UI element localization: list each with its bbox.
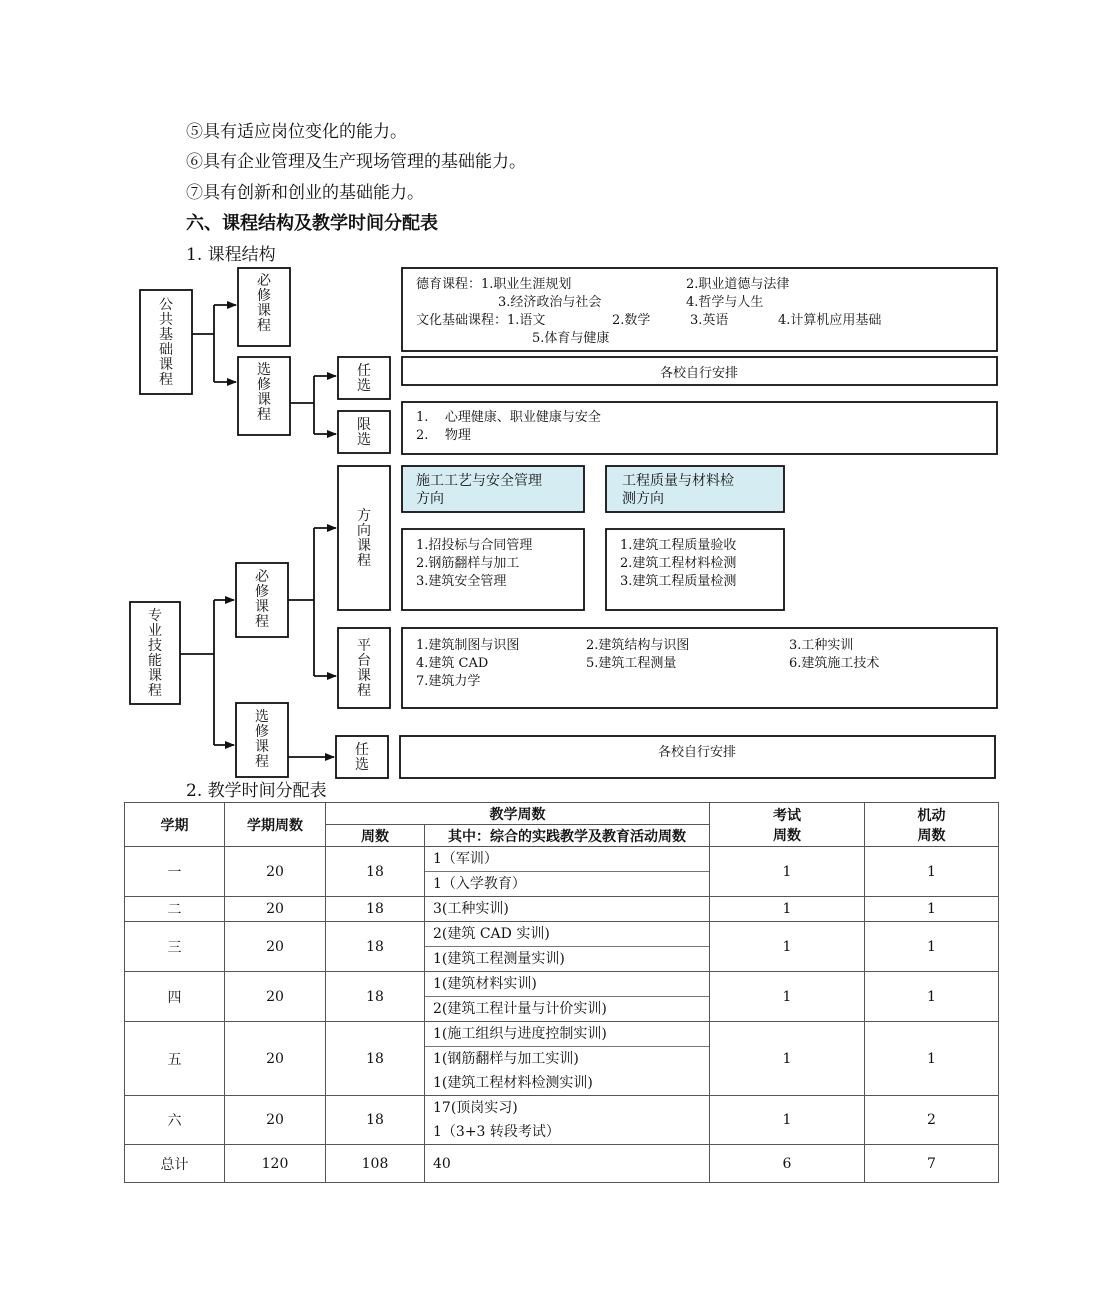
exam-cell: 1 xyxy=(710,847,865,897)
platform-item-6: 6.建筑施工技术 xyxy=(789,656,880,671)
term-cell: 六 xyxy=(125,1096,225,1145)
flexible-cell: 1 xyxy=(865,922,999,972)
professional-free-label: 任选 xyxy=(355,742,369,773)
term-cell: 三 xyxy=(125,922,225,972)
public-free-content: 各校自行安排 xyxy=(659,366,739,381)
weeks-cell: 18 xyxy=(326,1022,425,1096)
direction-a-item-1: 1.招投标与合同管理 xyxy=(416,538,533,553)
header-practice-weeks: 其中：综合的实践教学及教育活动周数 xyxy=(425,825,710,847)
limited-item-2: 2. 物理 xyxy=(416,428,471,443)
ability-7: ⑦具有创新和创业的基础能力。 xyxy=(186,183,424,203)
flexible-cell: 1 xyxy=(865,1022,999,1096)
culture-course-line-3d: 4.计算机应用基础 xyxy=(778,313,882,328)
header-exam-weeks: 考试 周数 xyxy=(710,803,865,847)
direction-a-item-2: 2.钢筋翻样与加工 xyxy=(416,556,520,571)
direction-b-item-3: 3.建筑工程质量检测 xyxy=(620,574,737,589)
moral-course-line-1b: 2.职业道德与法律 xyxy=(686,277,790,292)
total-weeks-cell: 108 xyxy=(326,1145,425,1183)
direction-b-title-2: 测方向 xyxy=(622,491,664,507)
professional-course-label: 专业技能课程 xyxy=(148,608,162,699)
direction-a-title-2: 方向 xyxy=(416,491,444,507)
term-weeks-cell: 20 xyxy=(225,897,326,922)
table-row xyxy=(125,972,999,1022)
total-practice-cell: 40 xyxy=(425,1145,710,1183)
exam-cell: 1 xyxy=(710,972,865,1022)
platform-item-2: 2.建筑结构与识图 xyxy=(586,638,690,653)
term-weeks-cell: 20 xyxy=(225,847,326,897)
flexible-cell: 1 xyxy=(865,897,999,922)
table-row-total xyxy=(125,1145,999,1183)
flexible-cell: 1 xyxy=(865,847,999,897)
public-limited-label: 限选 xyxy=(357,417,371,448)
table-row xyxy=(125,922,999,972)
platform-item-1: 1.建筑制图与识图 xyxy=(416,638,520,653)
platform-item-7: 7.建筑力学 xyxy=(416,674,481,689)
weeks-cell: 18 xyxy=(326,1096,425,1145)
platform-course-label: 平台课程 xyxy=(357,638,371,699)
moral-course-line-1a: 德育课程：1.职业生涯规划 xyxy=(416,277,572,292)
header-term-weeks: 学期周数 xyxy=(225,803,326,847)
direction-a-item-3: 3.建筑安全管理 xyxy=(416,574,507,589)
term-weeks-cell: 20 xyxy=(225,1022,326,1096)
public-elective-label: 选修课程 xyxy=(257,362,271,423)
table-row xyxy=(125,847,999,897)
direction-b-title-1: 工程质量与材料检 xyxy=(622,473,734,489)
culture-course-line-3a: 文化基础课程：1.语文 xyxy=(416,313,546,328)
practice-cell: 17(顶岗实习) 1（3+3 转段考试） xyxy=(425,1096,710,1145)
limited-item-1: 1. 心理健康、职业健康与安全 xyxy=(416,410,601,425)
term-weeks-cell: 20 xyxy=(225,972,326,1022)
subheading-course-structure: 1. 课程结构 xyxy=(186,245,276,265)
header-weeks: 周数 xyxy=(326,825,425,847)
public-required-label: 必修课程 xyxy=(257,273,271,334)
table-row xyxy=(125,1096,999,1145)
exam-cell: 1 xyxy=(710,1022,865,1096)
weeks-cell: 18 xyxy=(326,922,425,972)
practice-cell: 1(建筑材料实训) 2(建筑工程计量与计价实训) xyxy=(425,972,710,1022)
culture-course-line-4: 5.体育与健康 xyxy=(532,331,610,346)
professional-required-label: 必修课程 xyxy=(255,569,269,630)
term-weeks-cell: 20 xyxy=(225,1096,326,1145)
direction-course-label: 方向课程 xyxy=(357,508,371,569)
practice-cell: 1（军训） 1（入学教育） xyxy=(425,847,710,897)
professional-free-content: 各校自行安排 xyxy=(657,745,737,760)
practice-cell: 1(施工组织与进度控制实训) 1(钢筋翻样与加工实训) 1(建筑工程材料检测实训) xyxy=(425,1022,710,1096)
term-cell: 四 xyxy=(125,972,225,1022)
exam-cell: 1 xyxy=(710,897,865,922)
practice-cell: 2(建筑 CAD 实训) 1(建筑工程测量实训) xyxy=(425,922,710,972)
header-flexible-weeks: 机动 周数 xyxy=(865,803,999,847)
platform-item-5: 5.建筑工程测量 xyxy=(586,656,677,671)
header-term: 学期 xyxy=(125,803,225,847)
flexible-cell: 2 xyxy=(865,1096,999,1145)
ability-5: ⑤具有适应岗位变化的能力。 xyxy=(186,122,407,142)
public-free-label: 任选 xyxy=(357,363,371,394)
total-label-cell: 总计 xyxy=(125,1145,225,1183)
header-teaching-weeks: 教学周数 xyxy=(326,803,710,825)
total-exam-cell: 6 xyxy=(710,1145,865,1183)
exam-cell: 1 xyxy=(710,1096,865,1145)
culture-course-line-3b: 2.数学 xyxy=(612,313,651,328)
total-flexible-cell: 7 xyxy=(865,1145,999,1183)
subheading-time-allocation: 2. 教学时间分配表 xyxy=(186,781,327,801)
term-cell: 二 xyxy=(125,897,225,922)
total-term-weeks-cell: 120 xyxy=(225,1145,326,1183)
direction-a-title-1: 施工工艺与安全管理 xyxy=(416,473,542,489)
term-weeks-cell: 20 xyxy=(225,922,326,972)
moral-course-line-2b: 4.哲学与人生 xyxy=(686,295,764,310)
flexible-cell: 1 xyxy=(865,972,999,1022)
weeks-cell: 18 xyxy=(326,847,425,897)
public-course-label: 公共基础课程 xyxy=(159,297,173,388)
ability-6: ⑥具有企业管理及生产现场管理的基础能力。 xyxy=(186,152,526,172)
culture-course-line-3c: 3.英语 xyxy=(690,313,729,328)
weeks-cell: 18 xyxy=(326,897,425,922)
practice-cell: 3(工种实训) xyxy=(425,897,710,922)
platform-item-4: 4.建筑 CAD xyxy=(416,656,489,671)
exam-cell: 1 xyxy=(710,922,865,972)
weeks-cell: 18 xyxy=(326,972,425,1022)
term-cell: 一 xyxy=(125,847,225,897)
direction-b-item-1: 1.建筑工程质量验收 xyxy=(620,538,737,553)
table-row xyxy=(125,897,999,922)
section-title: 六、课程结构及教学时间分配表 xyxy=(186,213,438,234)
moral-course-line-2a: 3.经济政治与社会 xyxy=(498,295,602,310)
table-row xyxy=(125,1022,999,1096)
direction-b-item-2: 2.建筑工程材料检测 xyxy=(620,556,737,571)
time-allocation-table xyxy=(124,802,999,1183)
professional-elective-label: 选修课程 xyxy=(255,709,269,770)
platform-item-3: 3.工种实训 xyxy=(789,638,854,653)
term-cell: 五 xyxy=(125,1022,225,1096)
